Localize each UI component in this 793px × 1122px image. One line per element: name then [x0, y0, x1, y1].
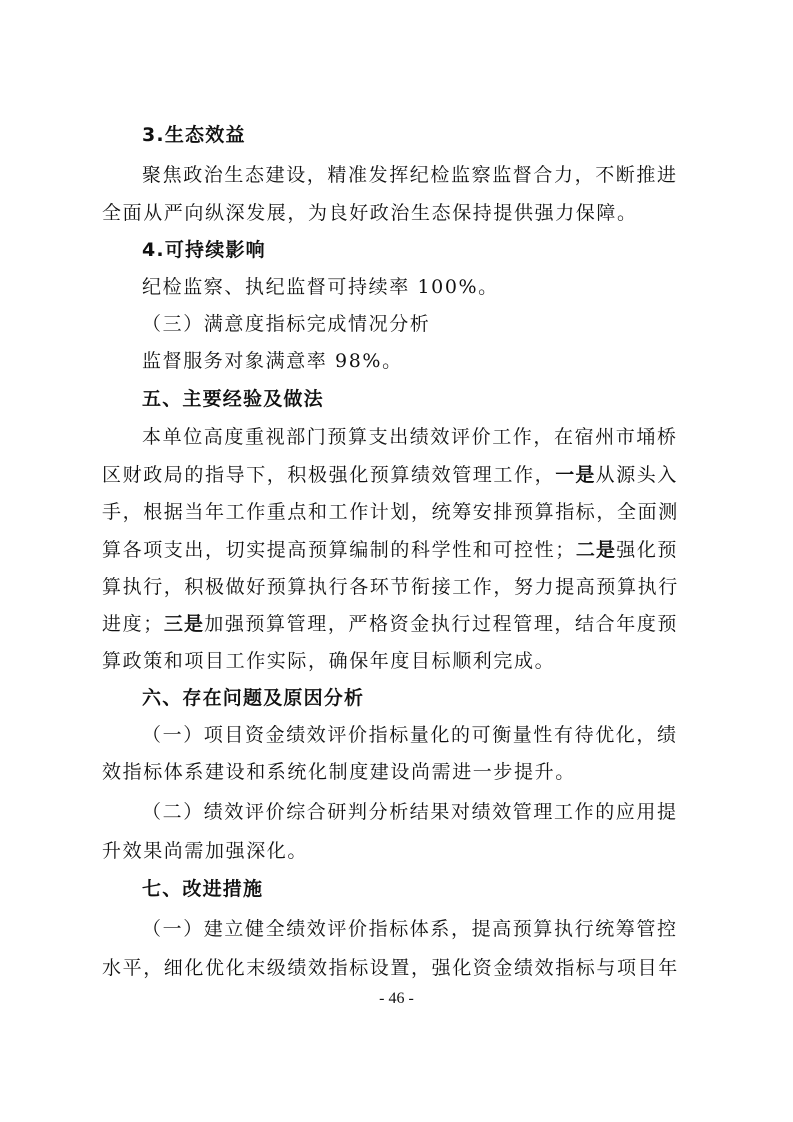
text-run: 从源头入 [595, 464, 679, 486]
paragraph-line: 全面从严向纵深发展，为良好政治生态保持提供强力保障。 [102, 202, 638, 224]
heading-problems: 六、存在问题及原因分析 [142, 687, 365, 709]
paragraph-line: （二）绩效评价综合研判分析结果对绩效管理工作的应用提 [142, 801, 678, 823]
paragraph-line: （一）项目资金绩效评价指标量化的可衡量性有待优化，绩 [142, 724, 678, 746]
text-run: 算各项支出，切实提高预算编制的科学性和可控性； [102, 539, 576, 561]
heading-sustainable-impact: 4.可持续影响 [142, 239, 266, 261]
paragraph-line: 水平，细化优化末级绩效指标设置，强化资金绩效指标与项目年 [102, 957, 679, 979]
heading-improvements: 七、改进措施 [142, 878, 264, 900]
paragraph-line: 升效果尚需加强深化。 [102, 840, 309, 862]
paragraph-line [102, 537, 702, 563]
paragraph-line [102, 611, 702, 637]
subheading-satisfaction: （三）满意度指标完成情况分析 [142, 313, 431, 335]
heading-ecological-benefit: 3.生态效益 [142, 124, 246, 146]
text-run: 强化预 [616, 539, 679, 561]
emphasis-second: 二是 [575, 539, 617, 561]
text-run: 区财政局的指导下，积极强化预算绩效管理工作， [102, 464, 556, 486]
paragraph-line: 监督服务对象满意率 98%。 [142, 350, 403, 372]
emphasis-first: 一是 [555, 464, 596, 486]
emphasis-third: 三是 [163, 613, 205, 635]
heading-main-experience: 五、主要经验及做法 [142, 388, 324, 410]
paragraph-line: 聚焦政治生态建设，精准发挥纪检监察监督合力，不断推进 [142, 164, 678, 186]
page-number: - 46 - [379, 990, 414, 1007]
paragraph-line [102, 462, 702, 488]
paragraph-line: （一）建立健全绩效评价指标体系，提高预算执行统筹管控 [142, 918, 678, 940]
text-run: 加强预算管理，严格资金执行过程管理，结合年度预 [204, 613, 679, 635]
paragraph-line: 本单位高度重视部门预算支出绩效评价工作，在宿州市埇桥 [142, 426, 678, 448]
text-run: 进度； [102, 613, 164, 635]
paragraph-line: 手，根据当年工作重点和工作计划，统筹安排预算指标，全面测 [102, 501, 679, 523]
paragraph-line: 效指标体系建设和系统化制度建设尚需进一步提升。 [102, 761, 576, 783]
paragraph-line: 纪检监察、执纪监督可持续率 100%。 [142, 276, 499, 298]
paragraph-line: 算执行，积极做好预算执行各环节衔接工作，努力提高预算执行 [102, 576, 679, 598]
paragraph-line: 算政策和项目工作实际，确保年度目标顺利完成。 [102, 650, 556, 672]
